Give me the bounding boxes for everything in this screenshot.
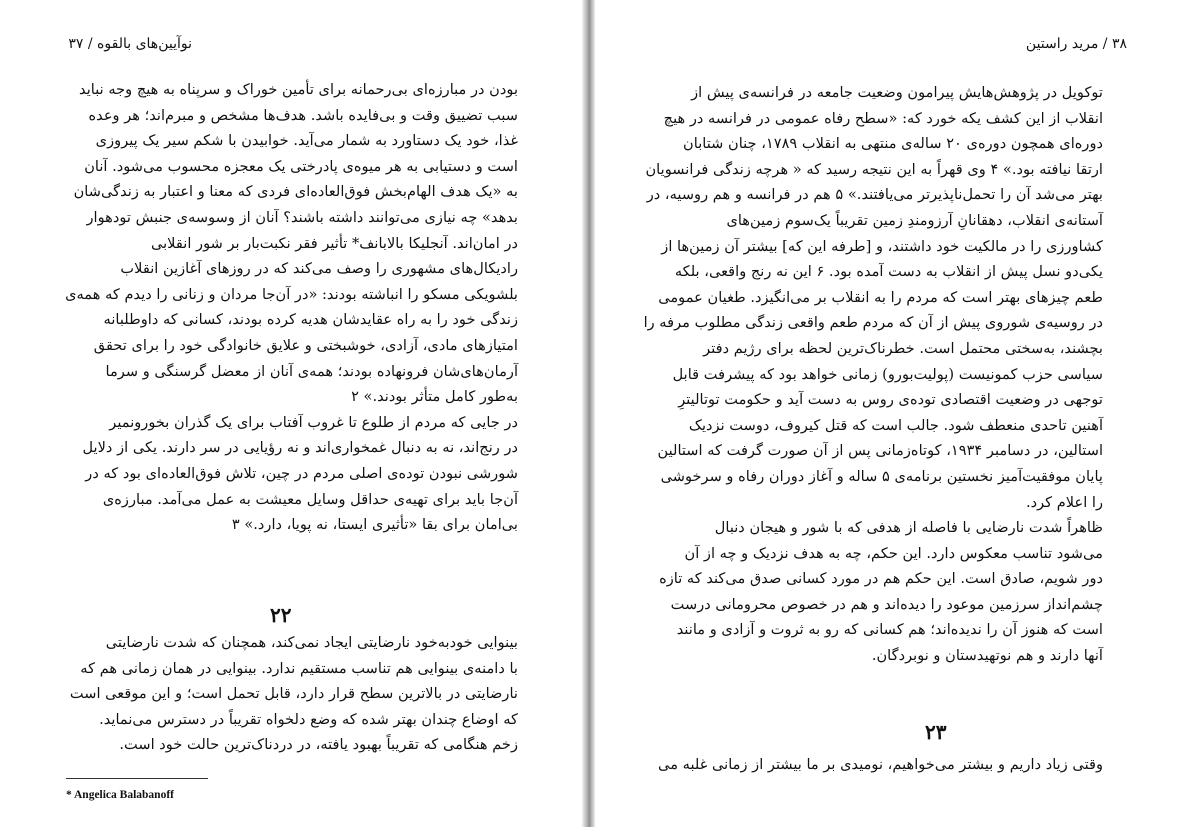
- right-page: [595, 0, 1177, 827]
- text-line: بهتر می‌شد آن را تحمل‌ناپذیرتر می‌یافتند.» ۵ هم در فرانسه و هم روسیه، در: [646, 186, 1103, 204]
- text-line: است و دستیابی به هر میوه‌ی پادرختی یک معجزه محسوب می‌شود. آنان: [84, 157, 518, 175]
- text-line: یکی‌دو نسل پیش از انقلاب به دست آمده بود. ۶ این نه رنج واقعی، بلکه: [674, 263, 1103, 281]
- text-line: بدهد» چه نیازی می‌توانند داشته باشند؟ آنان از وسوسه‌ی جنبش تودهوار: [86, 208, 518, 226]
- text-line: ارتقا نیافته بود.» ۴ وی قهراً به این نتیجه رسید که « هرچه زندگی فرانسویان: [645, 160, 1103, 178]
- text-line: سیاسی حزب کمونیست (پولیت‌بورو) زمانی خواهد بود که پیشرفت قابل: [672, 365, 1103, 383]
- text-line: با دامنه‌ی بینوایی هم تناسب مستقیم ندارد. بینوایی در همان زمانی هم که: [80, 659, 518, 677]
- text-line: بودن در مبارزه‌ای بی‌رحمانه برای تأمین خوراک و سرپناه به هیچ وجه نباید: [79, 81, 518, 98]
- text-line: توجهی در وضعیت اقتصادی توده‌ی روس به دست آید و حکومت توتالیترِ: [678, 391, 1103, 409]
- text-line: به‌طور کامل متأثر بودند.» ۲: [351, 388, 518, 406]
- text-line: شورشی نبودن توده‌ی اصلی مردم در چین، تلاش فوق‌العاده‌ای بود که در: [85, 464, 518, 482]
- text-line: در امان‌اند. آنجلیکا بالابانف* تأثیر فقر نکبت‌بار بر شور انقلابی: [150, 234, 518, 252]
- text-line: آستانه‌ی انقلاب، دهقانانِ آرزومندِ زمین تقریباً یک‌سوم زمین‌های: [726, 211, 1103, 229]
- left-section-number: ۲۲: [270, 603, 292, 627]
- text-line: در روسیه‌ی شوروی پیش از آن که مردم طعم واقعی زندگی مطلوب مرفه را: [643, 314, 1103, 332]
- text-line: پایان موفقیت‌آمیز نخستین برنامه‌ی ۵ ساله و آغاز دوران رفاه و سرخوشی: [660, 467, 1103, 485]
- text-line: سبب تضییق وقت و بی‌فایده باشد. هدف‌ها مشخص و مبرم‌اند؛ هر وعده: [88, 106, 518, 124]
- text-line: توکویل در پژوهش‌هایش پیرامون وضعیت جامعه در فرانسه‌ی پیش از: [691, 84, 1103, 101]
- text-line: دور شویم، صادق است. این حکم هم در مورد کسانی صدق می‌کند که تازه: [659, 570, 1103, 588]
- text-line: می‌شود تناسب معکوس دارد. این حکم، چه به هدف نزدیک و چه از آن: [684, 544, 1103, 562]
- text-line: رادیکال‌های مشهوری را وصف می‌کند که در روزهای آغازین انقلاب: [120, 260, 518, 278]
- text-line: استالین، در دسامبر ۱۹۳۴، کوتاه‌زمانی پس از آن صورت گرفت که استالین: [657, 442, 1103, 460]
- text-line: بلشویکی مسکو را انباشته بودند: «در آن‌جا مردان و زنانی را دیدم که همه‌ی: [65, 285, 518, 303]
- left-page: [0, 0, 582, 827]
- text-line: است که هنوز آن را ندیده‌اند؛ هم کسانی که رو به ثروت و آزادی و مانند: [676, 621, 1103, 639]
- text-line: بچشند، به‌سختی محتمل است. خطرناک‌ترین لحظه برای رژیم دفتر: [703, 339, 1103, 357]
- text-line: انقلاب از این کشف یکه خورد که: «سطح رفاه عمومی در فرانسه در هیچ: [663, 109, 1103, 127]
- text-line: زخم هنگامی که تقریباً بهبود یافته، در دردناک‌ترین حالت خود است.: [119, 736, 518, 754]
- text-line: بینوایی خودبه‌خود نارضایتی ایجاد نمی‌کند، همچنان که شدت نارضایتی: [105, 634, 518, 651]
- text-line: که اوضاع چندان بهتر شده که وضع دلخواه تقریباً در دسترس می‌نماید.: [99, 710, 518, 728]
- left-running-header: نوآیین‌های بالقوه / ۳۷: [68, 36, 192, 52]
- text-line: در جایی که مردم از طلوع تا غروب آفتاب برای یک گذران بخورونمیر: [109, 413, 518, 431]
- text-line: را اعلام کرد.: [1025, 493, 1103, 511]
- text-line: دوره‌ای همچون دوره‌ی ۲۰ ساله‌ی منتهی به انقلاب ۱۷۸۹، چنان شتابان: [683, 135, 1103, 153]
- text-line: در رنج‌اند، نه به دنبال غمخواری‌اند و نه رؤیایی در سر دارند. یکی از دلایل: [82, 439, 518, 457]
- footnote-divider: [66, 778, 208, 779]
- text-line: زندگی خود را به راه عقایدشان هدیه کرده بودند، کسانی که داوطلبانه: [103, 311, 518, 329]
- book-gutter: [582, 0, 595, 827]
- right-section-number: ۲۳: [925, 720, 947, 744]
- text-line: آرمان‌های‌شان فرونهاده بودند؛ همه‌ی آنان از معضل گرسنگی و سرما: [105, 362, 518, 380]
- right-body-text: [643, 80, 1103, 669]
- text-line: آنها دارند و هم نوتهیدستان و نوبردگان.: [871, 647, 1103, 665]
- right-section-text: [658, 752, 1103, 778]
- text-line: غذا، خود یک دستاورد به شمار می‌آید. خوابیدن با شکم سیر یک پیروزی: [95, 132, 518, 150]
- text-line: چشم‌انداز سرزمین موعود را دیده‌اند و هم در خصوص محرومانی درست: [670, 595, 1103, 613]
- text-line: امتیازهای مادی، آزادی، خوشبختی و علایق خانوادگی خود را برای تحقق: [93, 336, 518, 354]
- text-line: وقتی زیاد داریم و بیشتر می‌خواهیم، نومیدی بر ما بیشتر از زمانی غلبه می: [658, 756, 1103, 773]
- text-line: ظاهراً شدت نارضایی با فاصله از هدفی که با شور و هیجان دنبال: [714, 519, 1103, 537]
- left-section-text: [64, 630, 518, 758]
- text-line: بی‌امان برای بقا «تأثیری ایستا، نه پویا، دارد.» ۳: [231, 516, 518, 534]
- footnote: * Angelica Balabanoff: [66, 789, 174, 801]
- left-body-text: [64, 77, 518, 538]
- text-line: آن‌جا باید برای تهیه‌ی حداقل وسایل معیشت به عمل می‌آمد. مبارزه‌ی: [102, 490, 518, 508]
- text-line: آهنین تاحدی منعطف شود. جالب است که قتل کیروف، دوست نزدیک: [688, 416, 1103, 434]
- right-running-header: ۳۸ / مرید راستین: [1025, 36, 1127, 52]
- text-line: به «یک هدف الهام‌بخش فوق‌العاده‌ای فردی که معنا و اعتبار به زندگی‌شان: [73, 183, 518, 201]
- text-line: نارضایتی در بالاترین سطح قرار دارد، قابل تحمل است؛ و این موقعی است: [69, 685, 518, 703]
- text-line: طعم چیزهای بهتر است که مردم را به انقلاب بر می‌انگیزد. طغیان عمومی: [658, 288, 1103, 306]
- text-line: کشاورزی را در مالکیت خود داشتند، و [طرفه این که] بیشتر آن زمین‌ها از: [661, 237, 1103, 255]
